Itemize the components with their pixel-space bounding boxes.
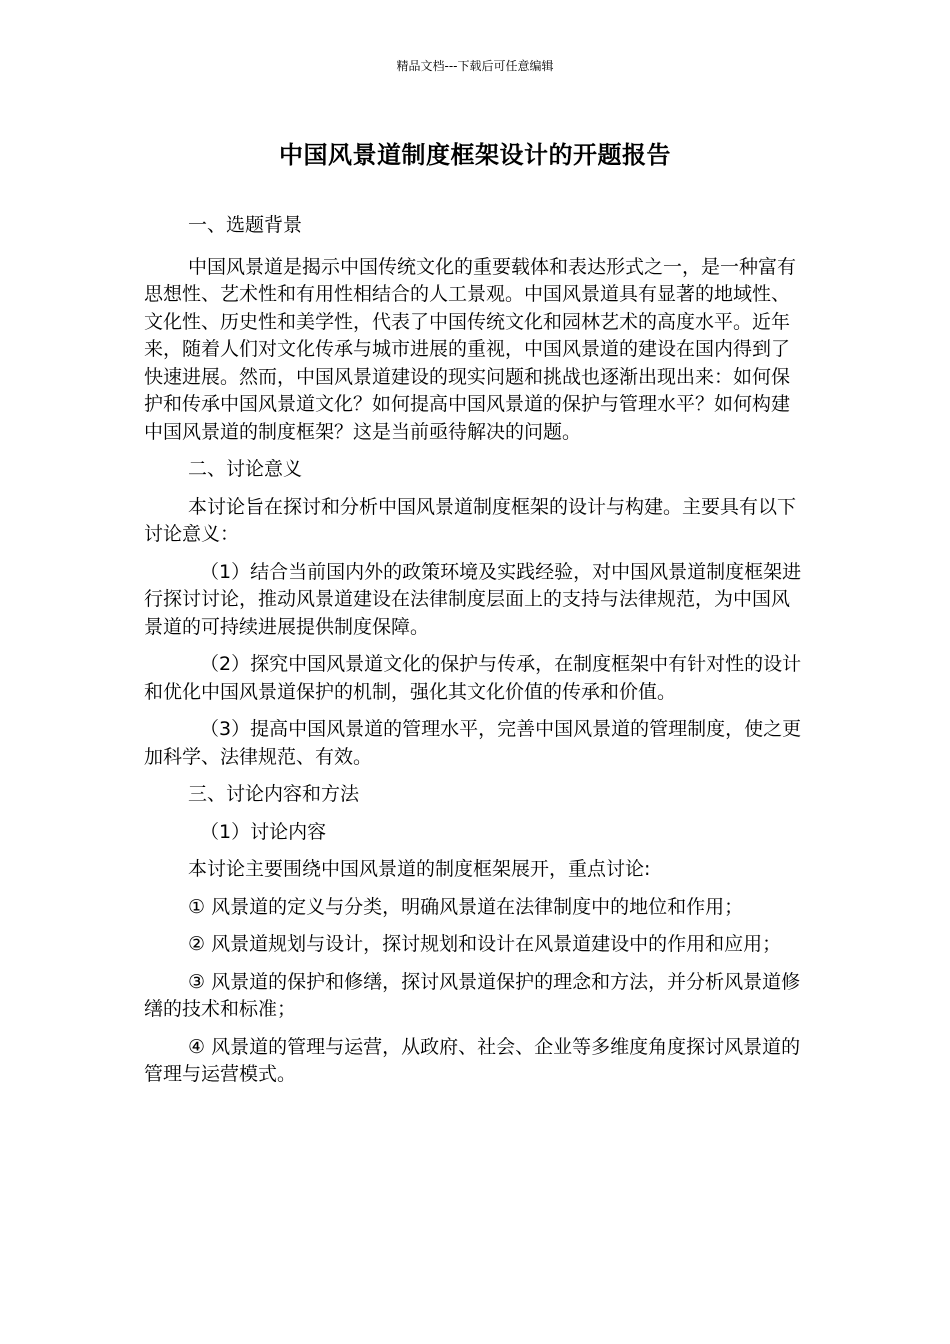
content-item-4: ④ 风景道的管理与运营，从政府、社会、企业等多维度角度探讨风景道的管理与运营模式。 (144, 1035, 801, 1085)
page-header: 精品文档---下载后可任意编辑 (396, 59, 554, 73)
document-body (144, 212, 808, 1089)
significance-item-1: （1）结合当前国内外的政策环境及实践经验，对中国风景道制度框架进行探讨讨论，推动风景道建设在法律制度层面上的支持与法律规范，为中国风景道的可持续进展提供制度保障。 (144, 560, 802, 638)
significance-paragraph: 本讨论旨在探讨和分析中国风景道制度框架的设计与构建。主要具有以下讨论意义： (144, 495, 797, 545)
background-paragraph: 中国风景道是揭示中国传统文化的重要载体和表达形式之一，是一种富有思想性、艺术性和有用性相结合的人工景观。中国风景道具有显著的地域性、文化性、历史性和美学性，代表了中国传统文化和园林艺术的高度水平。近年来，随着人们对文化传承与城市进展的重视，中国风景道的建设在国内得到了快速进展。然而，中国风景道建设的现实问题和挑战也逐渐出现出来：如何保护和传承中国风景道文化？如何提高中国风景道的保护与管理水平？如何构建中国风景道的制度框架？这是当前亟待解决的问题。 (144, 255, 797, 443)
subsection-heading-content: （1）讨论内容 (200, 820, 327, 843)
content-paragraph: 本讨论主要围绕中国风景道的制度框架展开，重点讨论: (188, 858, 651, 880)
section-heading-background: 一、选题背景 (188, 214, 303, 236)
section-heading-content-methods: 三、讨论内容和方法 (188, 783, 360, 805)
significance-item-2: （2）探究中国风景道文化的保护与传承，在制度框架中有针对性的设计和优化中国风景道保护的机制，强化其文化价值的传承和价值。 (144, 653, 802, 703)
section-heading-significance: 二、讨论意义 (188, 458, 303, 480)
content-item-3: ③ 风景道的保护和修缮，探讨风景道保护的理念和方法，并分析风景道修缮的技术和标准； (144, 970, 801, 1020)
document-title: 中国风景道制度框架设计的开题报告 (279, 141, 671, 169)
content-item-1: ① 风景道的定义与分类，明确风景道在法律制度中的地位和作用； (188, 895, 744, 918)
significance-item-3: （3）提高中国风景道的管理水平，完善中国风景道的管理制度，使之更加科学、法律规范、有效。 (144, 718, 802, 768)
content-item-2: ② 风景道规划与设计，探讨规划和设计在风景道建设中的作用和应用； (188, 933, 782, 955)
